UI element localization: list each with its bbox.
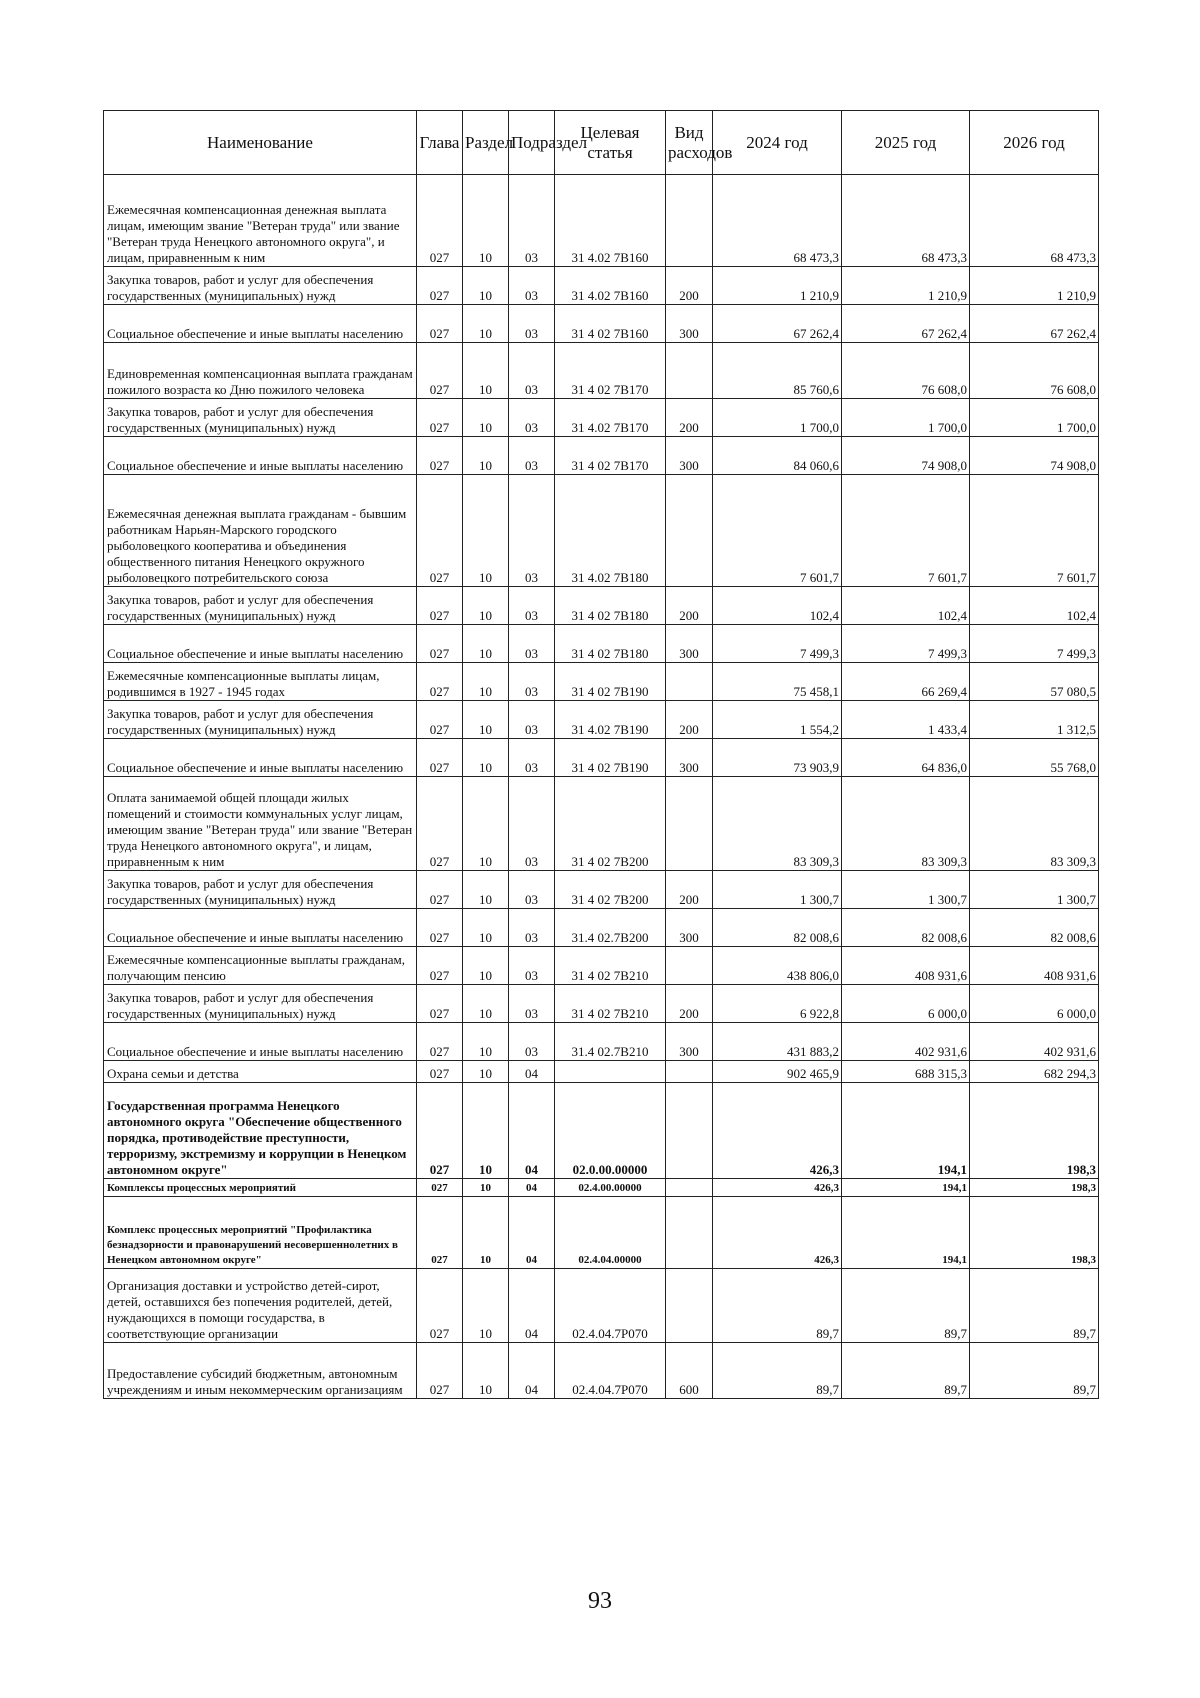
cell-2026: 55 768,0: [970, 739, 1099, 777]
cell-podrazdel: 03: [509, 399, 555, 437]
cell-2026: 1 210,9: [970, 267, 1099, 305]
cell-razdel: 10: [463, 267, 509, 305]
cell-target-article: 31 4 02 7В200: [555, 777, 666, 871]
cell-2024: 426,3: [713, 1197, 842, 1269]
cell-2024: 67 262,4: [713, 305, 842, 343]
cell-podrazdel: 04: [509, 1343, 555, 1399]
cell-2026: 402 931,6: [970, 1023, 1099, 1061]
cell-2024: 902 465,9: [713, 1061, 842, 1083]
cell-expense-type: 600: [666, 1343, 713, 1399]
cell-target-article: 31 4 02 7В210: [555, 985, 666, 1023]
header-target-article: Целевая статья: [555, 111, 666, 175]
cell-glava: 027: [417, 175, 463, 267]
cell-2025: 7 499,3: [842, 625, 970, 663]
cell-razdel: 10: [463, 1269, 509, 1343]
cell-razdel: 10: [463, 343, 509, 399]
cell-2025: 402 931,6: [842, 1023, 970, 1061]
cell-2024: 426,3: [713, 1179, 842, 1197]
cell-expense-type: 200: [666, 985, 713, 1023]
cell-2026: 682 294,3: [970, 1061, 1099, 1083]
cell-glava: 027: [417, 1061, 463, 1083]
table-row: [104, 1197, 1099, 1269]
table-row: [104, 701, 1099, 739]
cell-target-article: 31 4 02 7В190: [555, 739, 666, 777]
cell-podrazdel: 04: [509, 1083, 555, 1179]
cell-expense-type: 200: [666, 871, 713, 909]
cell-razdel: 10: [463, 947, 509, 985]
cell-2024: 73 903,9: [713, 739, 842, 777]
budget-table: [103, 110, 1099, 1399]
header-expense-type: Вид расходов: [666, 111, 713, 175]
cell-2025: 1 210,9: [842, 267, 970, 305]
cell-razdel: 10: [463, 1083, 509, 1179]
cell-razdel: 10: [463, 587, 509, 625]
table-row: [104, 777, 1099, 871]
cell-2025: 7 601,7: [842, 475, 970, 587]
cell-podrazdel: 03: [509, 871, 555, 909]
cell-expense-type: [666, 1179, 713, 1197]
cell-target-article: 31 4.02 7В170: [555, 399, 666, 437]
cell-glava: 027: [417, 267, 463, 305]
cell-2026: 1 700,0: [970, 399, 1099, 437]
cell-target-article: 31.4 02.7В210: [555, 1023, 666, 1061]
cell-razdel: 10: [463, 871, 509, 909]
cell-name: Закупка товаров, работ и услуг для обеспечения государственных (муниципальных) нужд: [104, 871, 417, 909]
cell-2026: 1 312,5: [970, 701, 1099, 739]
cell-glava: 027: [417, 475, 463, 587]
cell-2024: 1 300,7: [713, 871, 842, 909]
cell-podrazdel: 03: [509, 777, 555, 871]
cell-name: Комплексы процессных мероприятий: [104, 1179, 417, 1197]
cell-name: Ежемесячная компенсационная денежная выплата лицам, имеющим звание "Ветеран труда" или звание "Ветеран труда Ненецкого автономного округа", и лицам, приравненным к ним: [104, 175, 417, 267]
cell-2026: 102,4: [970, 587, 1099, 625]
cell-2025: 68 473,3: [842, 175, 970, 267]
cell-glava: 027: [417, 399, 463, 437]
cell-razdel: 10: [463, 475, 509, 587]
cell-2025: 74 908,0: [842, 437, 970, 475]
cell-expense-type: [666, 175, 713, 267]
cell-glava: 027: [417, 437, 463, 475]
cell-glava: 027: [417, 625, 463, 663]
cell-expense-type: 200: [666, 399, 713, 437]
cell-name: Социальное обеспечение и иные выплаты населению: [104, 739, 417, 777]
cell-2026: 1 300,7: [970, 871, 1099, 909]
cell-glava: 027: [417, 1023, 463, 1061]
cell-expense-type: 300: [666, 909, 713, 947]
cell-2025: 6 000,0: [842, 985, 970, 1023]
cell-glava: 027: [417, 947, 463, 985]
cell-glava: 027: [417, 701, 463, 739]
cell-2026: 6 000,0: [970, 985, 1099, 1023]
cell-2025: 82 008,6: [842, 909, 970, 947]
cell-glava: 027: [417, 1179, 463, 1197]
table-row: [104, 1269, 1099, 1343]
cell-name: Ежемесячные компенсационные выплаты гражданам, получающим пенсию: [104, 947, 417, 985]
cell-expense-type: [666, 947, 713, 985]
table-row: [104, 399, 1099, 437]
cell-2024: 426,3: [713, 1083, 842, 1179]
cell-2024: 1 554,2: [713, 701, 842, 739]
header-2025: 2025 год: [842, 111, 970, 175]
cell-podrazdel: 04: [509, 1061, 555, 1083]
cell-target-article: 02.4.00.00000: [555, 1179, 666, 1197]
cell-2025: 89,7: [842, 1269, 970, 1343]
cell-name: Оплата занимаемой общей площади жилых помещений и стоимости коммунальных услуг лицам, имеющим звание "Ветеран труда" или звание "Ветеран труда Ненецкого автономного округа", и лицам, приравненным к ним: [104, 777, 417, 871]
cell-2026: 198,3: [970, 1179, 1099, 1197]
table-row: [104, 587, 1099, 625]
cell-2024: 68 473,3: [713, 175, 842, 267]
cell-name: Единовременная компенсационная выплата гражданам пожилого возраста ко Дню пожилого человека: [104, 343, 417, 399]
header-glava: Глава: [417, 111, 463, 175]
cell-name: Организация доставки и устройство детей-сирот, детей, оставшихся без попечения родителей, детей, нуждающихся в помощи государства, в соответствующие организации: [104, 1269, 417, 1343]
cell-2025: 688 315,3: [842, 1061, 970, 1083]
cell-2024: 7 499,3: [713, 625, 842, 663]
cell-expense-type: 200: [666, 267, 713, 305]
cell-glava: 027: [417, 1083, 463, 1179]
cell-glava: 027: [417, 1197, 463, 1269]
cell-glava: 027: [417, 739, 463, 777]
cell-razdel: 10: [463, 305, 509, 343]
cell-razdel: 10: [463, 701, 509, 739]
cell-2026: 82 008,6: [970, 909, 1099, 947]
cell-podrazdel: 03: [509, 909, 555, 947]
cell-expense-type: 300: [666, 1023, 713, 1061]
cell-name: Предоставление субсидий бюджетным, автономным учреждениям и иным некоммерческим организациям: [104, 1343, 417, 1399]
cell-target-article: 02.4.04.7Р070: [555, 1269, 666, 1343]
cell-podrazdel: 03: [509, 343, 555, 399]
cell-podrazdel: 03: [509, 701, 555, 739]
cell-expense-type: [666, 777, 713, 871]
cell-glava: 027: [417, 587, 463, 625]
cell-podrazdel: 03: [509, 625, 555, 663]
cell-name: Закупка товаров, работ и услуг для обеспечения государственных (муниципальных) нужд: [104, 587, 417, 625]
cell-name: Социальное обеспечение и иные выплаты населению: [104, 305, 417, 343]
cell-target-article: 31 4 02 7В170: [555, 437, 666, 475]
cell-expense-type: [666, 1197, 713, 1269]
cell-glava: 027: [417, 1343, 463, 1399]
cell-expense-type: [666, 663, 713, 701]
cell-target-article: 31 4 02 7В180: [555, 625, 666, 663]
cell-2025: 194,1: [842, 1197, 970, 1269]
cell-expense-type: [666, 1083, 713, 1179]
cell-podrazdel: 03: [509, 1023, 555, 1061]
cell-expense-type: 300: [666, 625, 713, 663]
table-row: [104, 343, 1099, 399]
cell-2024: 1 700,0: [713, 399, 842, 437]
cell-2026: 198,3: [970, 1083, 1099, 1179]
cell-glava: 027: [417, 1269, 463, 1343]
header-podrazdel: Подраздел: [509, 111, 555, 175]
cell-podrazdel: 03: [509, 947, 555, 985]
cell-glava: 027: [417, 305, 463, 343]
table-row: [104, 437, 1099, 475]
cell-glava: 027: [417, 777, 463, 871]
cell-razdel: 10: [463, 985, 509, 1023]
cell-name: Закупка товаров, работ и услуг для обеспечения государственных (муниципальных) нужд: [104, 701, 417, 739]
cell-razdel: 10: [463, 663, 509, 701]
cell-2025: 66 269,4: [842, 663, 970, 701]
cell-podrazdel: 03: [509, 475, 555, 587]
cell-name: Закупка товаров, работ и услуг для обеспечения государственных (муниципальных) нужд: [104, 399, 417, 437]
cell-glava: 027: [417, 871, 463, 909]
cell-razdel: 10: [463, 1343, 509, 1399]
cell-target-article: 31 4.02 7В180: [555, 475, 666, 587]
header-row: [104, 111, 1099, 175]
cell-2025: 1 300,7: [842, 871, 970, 909]
cell-2024: 89,7: [713, 1343, 842, 1399]
table-row: [104, 625, 1099, 663]
cell-target-article: 31 4 02 7В200: [555, 871, 666, 909]
cell-expense-type: 200: [666, 587, 713, 625]
cell-name: Социальное обеспечение и иные выплаты населению: [104, 909, 417, 947]
cell-target-article: 02.4.04.7Р070: [555, 1343, 666, 1399]
header-2026: 2026 год: [970, 111, 1099, 175]
cell-2024: 82 008,6: [713, 909, 842, 947]
cell-2024: 1 210,9: [713, 267, 842, 305]
cell-podrazdel: 03: [509, 587, 555, 625]
cell-2026: 74 908,0: [970, 437, 1099, 475]
table-row: [104, 1061, 1099, 1083]
cell-target-article: 31 4 02 7В170: [555, 343, 666, 399]
cell-2025: 67 262,4: [842, 305, 970, 343]
cell-podrazdel: 03: [509, 175, 555, 267]
cell-razdel: 10: [463, 1197, 509, 1269]
cell-podrazdel: 03: [509, 305, 555, 343]
cell-name: Закупка товаров, работ и услуг для обеспечения государственных (муниципальных) нужд: [104, 267, 417, 305]
cell-expense-type: [666, 1061, 713, 1083]
cell-podrazdel: 04: [509, 1179, 555, 1197]
cell-name: Охрана семьи и детства: [104, 1061, 417, 1083]
cell-expense-type: [666, 343, 713, 399]
cell-razdel: 10: [463, 399, 509, 437]
cell-glava: 027: [417, 909, 463, 947]
cell-expense-type: 300: [666, 739, 713, 777]
cell-2026: 57 080,5: [970, 663, 1099, 701]
header-razdel: Раздел: [463, 111, 509, 175]
table-row: [104, 985, 1099, 1023]
cell-glava: 027: [417, 985, 463, 1023]
cell-target-article: 31 4 02 7В210: [555, 947, 666, 985]
table-row: [104, 947, 1099, 985]
cell-expense-type: 300: [666, 437, 713, 475]
cell-podrazdel: 03: [509, 437, 555, 475]
table-row: [104, 1023, 1099, 1061]
cell-podrazdel: 03: [509, 739, 555, 777]
cell-2026: 89,7: [970, 1269, 1099, 1343]
cell-name: Ежемесячные компенсационные выплаты лицам, родившимся в 1927 - 1945 годах: [104, 663, 417, 701]
cell-name: Закупка товаров, работ и услуг для обеспечения государственных (муниципальных) нужд: [104, 985, 417, 1023]
cell-2026: 408 931,6: [970, 947, 1099, 985]
cell-2024: 438 806,0: [713, 947, 842, 985]
cell-glava: 027: [417, 343, 463, 399]
cell-2024: 85 760,6: [713, 343, 842, 399]
cell-podrazdel: 04: [509, 1269, 555, 1343]
cell-2025: 102,4: [842, 587, 970, 625]
cell-expense-type: 300: [666, 305, 713, 343]
cell-2025: 194,1: [842, 1179, 970, 1197]
cell-target-article: 31 4 02 7В190: [555, 663, 666, 701]
cell-2025: 194,1: [842, 1083, 970, 1179]
cell-2024: 89,7: [713, 1269, 842, 1343]
table-row: [104, 267, 1099, 305]
table-row: [104, 663, 1099, 701]
cell-2026: 68 473,3: [970, 175, 1099, 267]
cell-razdel: 10: [463, 175, 509, 267]
cell-2026: 83 309,3: [970, 777, 1099, 871]
cell-expense-type: [666, 475, 713, 587]
cell-target-article: [555, 1061, 666, 1083]
cell-expense-type: 200: [666, 701, 713, 739]
header-2024: 2024 год: [713, 111, 842, 175]
cell-target-article: 31 4 02 7В180: [555, 587, 666, 625]
cell-2025: 89,7: [842, 1343, 970, 1399]
cell-razdel: 10: [463, 625, 509, 663]
cell-glava: 027: [417, 663, 463, 701]
cell-2024: 102,4: [713, 587, 842, 625]
table-row: [104, 175, 1099, 267]
cell-razdel: 10: [463, 1179, 509, 1197]
cell-podrazdel: 03: [509, 267, 555, 305]
table-row: [104, 1179, 1099, 1197]
cell-2026: 67 262,4: [970, 305, 1099, 343]
cell-2026: 198,3: [970, 1197, 1099, 1269]
cell-2026: 7 499,3: [970, 625, 1099, 663]
cell-name: Социальное обеспечение и иные выплаты населению: [104, 625, 417, 663]
cell-2025: 64 836,0: [842, 739, 970, 777]
cell-name: Социальное обеспечение и иные выплаты населению: [104, 1023, 417, 1061]
cell-2025: 76 608,0: [842, 343, 970, 399]
cell-name: Ежемесячная денежная выплата гражданам - бывшим работникам Нарьян-Марского городского рыболовецкого кооператива и объединения общественного питания Ненецкого окружного рыболовецкого потребительского союза: [104, 475, 417, 587]
cell-razdel: 10: [463, 1061, 509, 1083]
table-row: [104, 305, 1099, 343]
cell-2025: 1 433,4: [842, 701, 970, 739]
cell-target-article: 31 4.02 7В160: [555, 175, 666, 267]
cell-2026: 7 601,7: [970, 475, 1099, 587]
table-row: [104, 739, 1099, 777]
cell-razdel: 10: [463, 909, 509, 947]
header-name: Наименование: [104, 111, 417, 175]
cell-2024: 84 060,6: [713, 437, 842, 475]
table-row: [104, 1083, 1099, 1179]
cell-expense-type: [666, 1269, 713, 1343]
cell-podrazdel: 03: [509, 663, 555, 701]
cell-target-article: 31 4.02 7В160: [555, 267, 666, 305]
cell-podrazdel: 03: [509, 985, 555, 1023]
table-row: [104, 909, 1099, 947]
cell-2024: 75 458,1: [713, 663, 842, 701]
cell-target-article: 31.4 02.7В200: [555, 909, 666, 947]
page-number: 93: [588, 1588, 612, 1614]
cell-target-article: 02.0.00.00000: [555, 1083, 666, 1179]
cell-name: Государственная программа Ненецкого автономного округа "Обеспечение общественного порядка, противодействие преступности, терроризму, экстремизму и коррупции в Ненецком автономном округе": [104, 1083, 417, 1179]
cell-razdel: 10: [463, 739, 509, 777]
cell-2026: 89,7: [970, 1343, 1099, 1399]
table-row: [104, 475, 1099, 587]
cell-razdel: 10: [463, 437, 509, 475]
cell-razdel: 10: [463, 1023, 509, 1061]
table-row: [104, 871, 1099, 909]
cell-target-article: 31 4.02 7В190: [555, 701, 666, 739]
cell-2024: 7 601,7: [713, 475, 842, 587]
cell-target-article: 31 4 02 7В160: [555, 305, 666, 343]
cell-2024: 431 883,2: [713, 1023, 842, 1061]
cell-razdel: 10: [463, 777, 509, 871]
cell-2025: 1 700,0: [842, 399, 970, 437]
cell-2024: 83 309,3: [713, 777, 842, 871]
cell-2025: 408 931,6: [842, 947, 970, 985]
cell-2024: 6 922,8: [713, 985, 842, 1023]
cell-podrazdel: 04: [509, 1197, 555, 1269]
cell-name: Социальное обеспечение и иные выплаты населению: [104, 437, 417, 475]
cell-2026: 76 608,0: [970, 343, 1099, 399]
cell-2025: 83 309,3: [842, 777, 970, 871]
table-row: [104, 1343, 1099, 1399]
cell-target-article: 02.4.04.00000: [555, 1197, 666, 1269]
cell-name: Комплекс процессных мероприятий "Профилактика безнадзорности и правонарушений несовершеннолетних в Ненецком автономном округе": [104, 1197, 417, 1269]
